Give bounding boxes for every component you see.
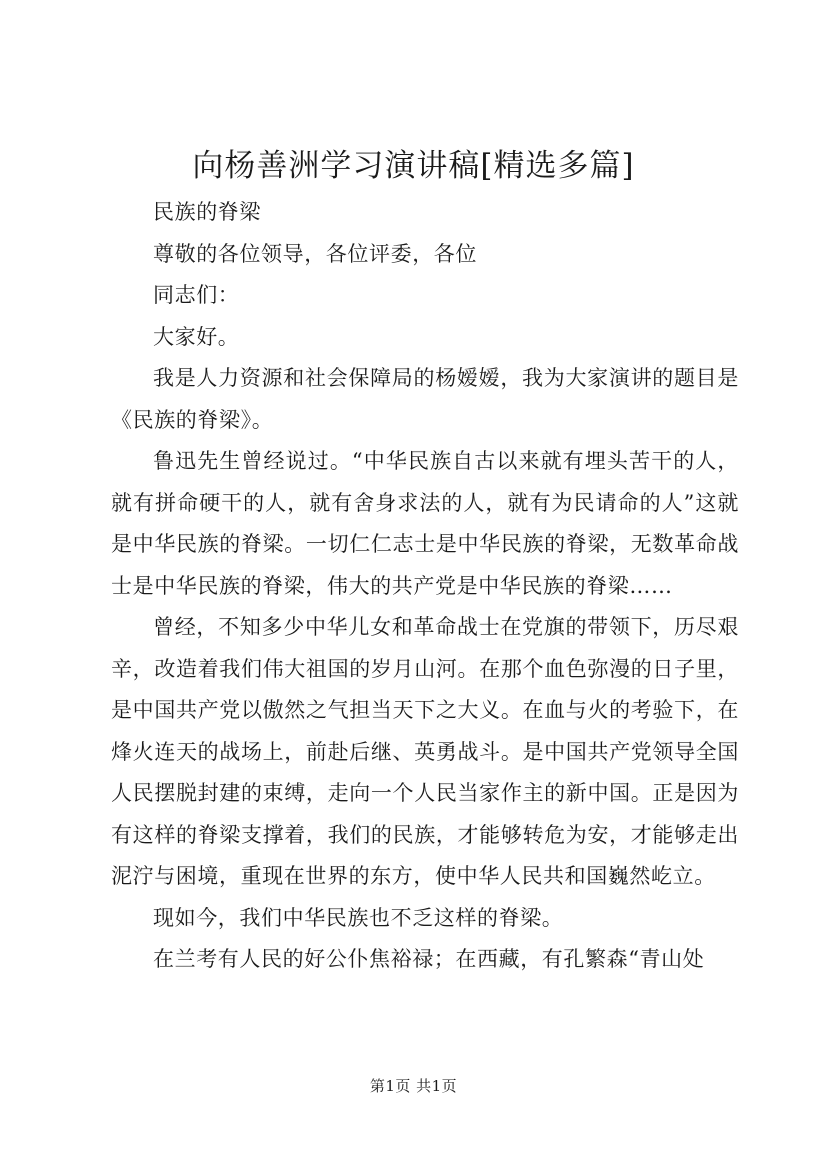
paragraph: 我是人力资源和社会保障局的杨嫒嫒，我为大家演讲的题目是《民族的脊梁》。 xyxy=(111,366,739,432)
paragraph: 大家好。 xyxy=(153,324,240,349)
page-number-footer: 第1页 共1页 xyxy=(369,1077,458,1095)
paragraph: 现如今，我们中华民族也不乏这样的脊梁。 xyxy=(153,905,564,930)
document-body xyxy=(111,192,739,981)
paragraph: 尊敬的各位领导，各位评委，各位 xyxy=(153,241,477,266)
paragraph: 同志们： xyxy=(153,283,240,307)
paragraph: 鲁迅先生曾经说过。“中华民族自古以来就有埋头苦干的人，就有拼命硬干的人，就有舍身求法的人，就有为民请命的人”这就是中华民族的脊梁。一切仁仁志士是中华民族的脊梁，无数革命战士是中华民族的脊梁，伟大的共产党是中华民族的脊梁…… xyxy=(111,449,739,598)
paragraph: 民族的脊梁 xyxy=(153,200,261,224)
paragraph: 在兰考有人民的好公仆焦裕禄；在西藏，有孔繁森“青山处 xyxy=(153,947,705,971)
document-title: 向杨善洲学习演讲稿[精选多篇] xyxy=(192,148,635,184)
paragraph: 曾经，不知多少中华儿女和革命战士在党旗的带领下，历尽艰辛，改造着我们伟大祖国的岁月山河。在那个血色弥漫的日子里，是中国共产党以傲然之气担当天下之大义。在血与火的考验下，在烽火连天的战场上，前赴后继、英勇战斗。是中国共产党领导全国人民摆脱封建的束缚，走向一个人民当家作主的新中国。正是因为有这样的脊梁支撑着，我们的民族，才能够转危为安，才能够走出泥泞与困境，重现在世界的东方，使中华人民共和国巍然屹立。 xyxy=(111,615,739,888)
